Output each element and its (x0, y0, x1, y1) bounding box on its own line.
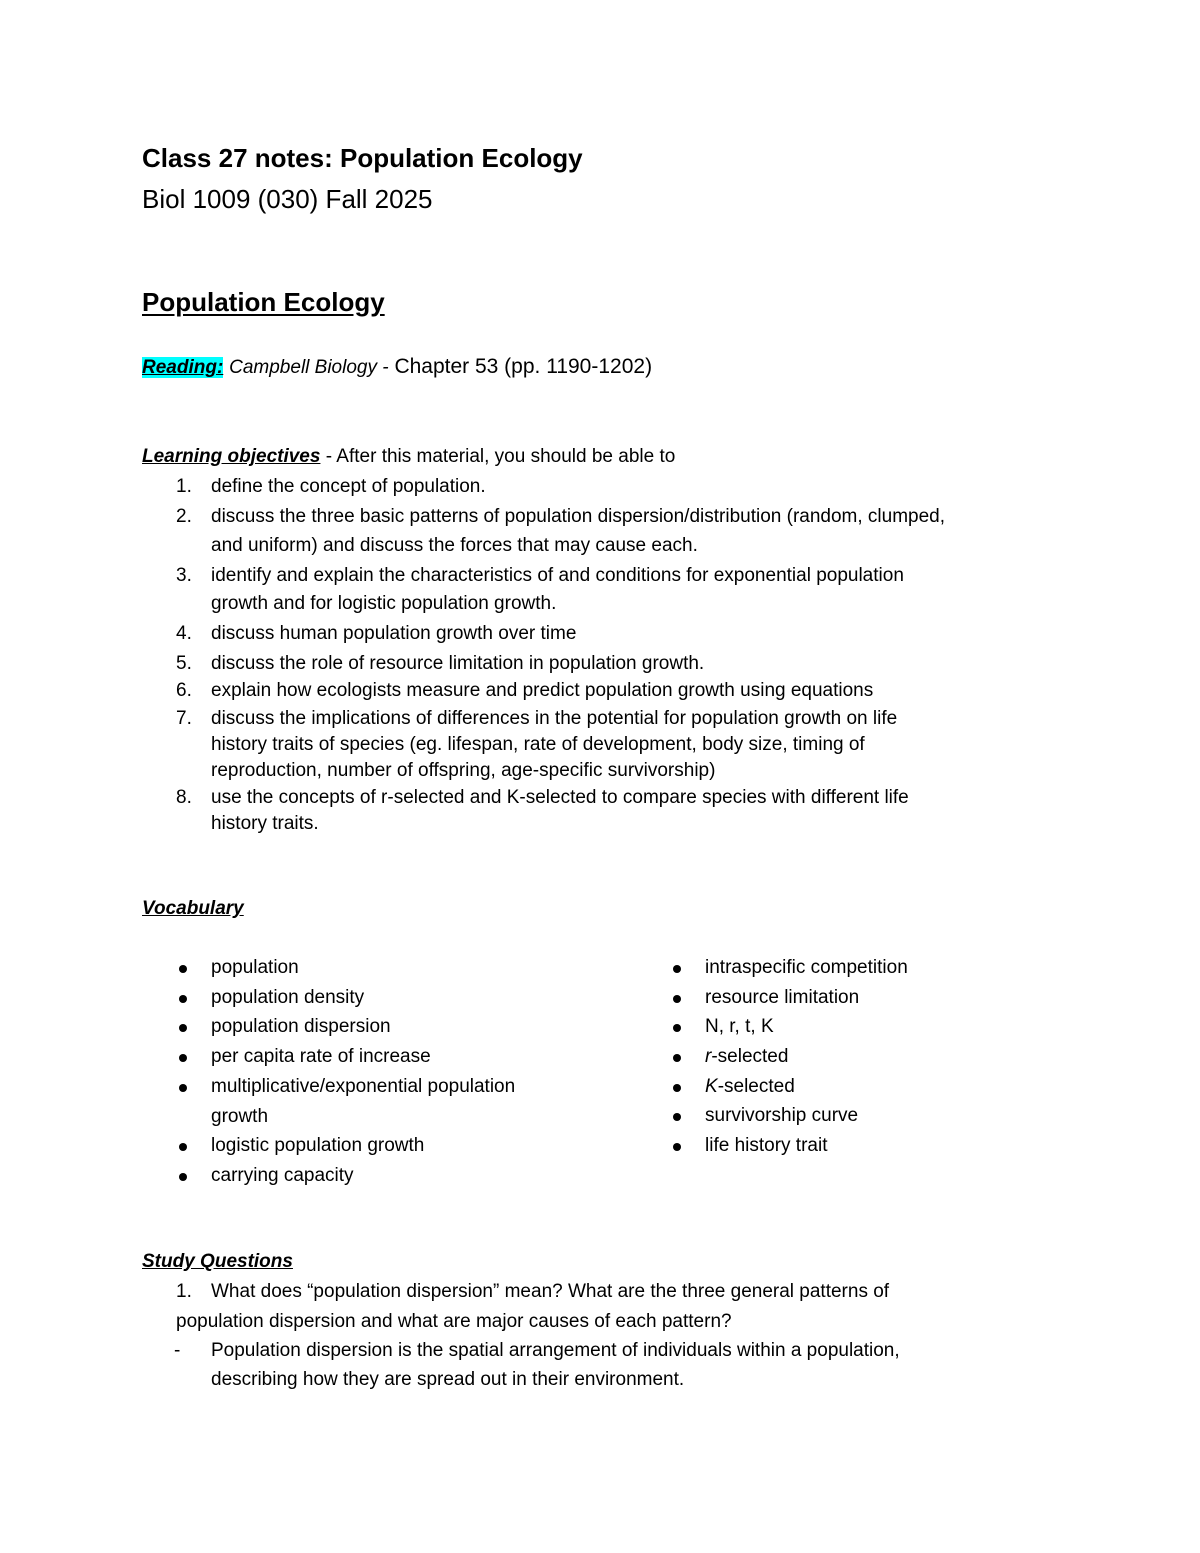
objective-text-line: define the concept of population. (211, 476, 486, 497)
answer-dash: - (174, 1340, 181, 1361)
objective-text-line: discuss the implications of differences in the potential for population growth on life (211, 708, 898, 729)
vocabulary-term (211, 1016, 391, 1046)
question-text-line: population dispersion and what are major causes of each pattern? (176, 1311, 732, 1332)
bullet-icon (179, 1084, 187, 1092)
vocabulary-term (211, 1165, 354, 1195)
objective-text (211, 708, 1061, 786)
objective-text-line: identify and explain the characteristics of and conditions for exponential population (211, 565, 904, 586)
vocabulary-term-text: survivorship curve (705, 1105, 859, 1126)
vocabulary-term-prefix: r (705, 1046, 712, 1067)
document-title: Class 27 notes: Population Ecology (142, 143, 583, 173)
reading-line (142, 355, 652, 379)
vocabulary-term (705, 987, 859, 1009)
objective-text (211, 653, 1061, 675)
objective-text-line: explain how ecologists measure and predict population growth using equations (211, 680, 874, 701)
vocabulary-term-text: intraspecific competition (705, 957, 908, 978)
bullet-icon (179, 965, 187, 973)
bullet-icon (179, 1173, 187, 1181)
objective-text (211, 506, 1061, 564)
vocabulary-term (705, 1076, 795, 1098)
vocabulary-term (705, 957, 908, 979)
objective-number: 4. (176, 623, 192, 644)
study-questions-heading: Study Questions (142, 1251, 293, 1272)
vocabulary-term-text: resource limitation (705, 987, 860, 1008)
bullet-icon (673, 995, 681, 1003)
objective-number: 2. (176, 506, 192, 527)
vocabulary-term (211, 1135, 424, 1165)
vocabulary-term (705, 1135, 827, 1157)
objective-text (211, 476, 1061, 498)
vocabulary-term (211, 987, 364, 1017)
objective-text-line: growth and for logistic population growth. (211, 593, 557, 614)
bullet-icon (179, 1143, 187, 1151)
vocabulary-term-text: life history trait (705, 1135, 828, 1156)
objective-text-line: reproduction, number of offspring, age-specific survivorship) (211, 760, 716, 781)
objective-number: 1. (176, 476, 192, 497)
bullet-icon (673, 1143, 681, 1151)
reading-chapter: Chapter 53 (pp. 1190-1202) (394, 355, 653, 378)
objective-text (211, 680, 1061, 702)
objective-text (211, 623, 1061, 645)
objective-text (211, 565, 1061, 621)
vocabulary-term-text: N, r, t, K (705, 1016, 774, 1037)
objective-text-line: history traits of species (eg. lifespan, rate of development, body size, timing of (211, 734, 865, 755)
objective-text-line: discuss the role of resource limitation in population growth. (211, 653, 705, 674)
objective-text-line: discuss human population growth over time (211, 623, 577, 644)
vocabulary-term (705, 1016, 774, 1038)
vocabulary-heading: Vocabulary (142, 898, 244, 919)
vocabulary-term-text: -selected (711, 1046, 789, 1067)
answer-text-line: describing how they are spread out in their environment. (211, 1369, 685, 1390)
vocabulary-term-line: per capita rate of increase (211, 1046, 431, 1067)
objective-number: 3. (176, 565, 192, 586)
vocabulary-term (211, 957, 299, 987)
bullet-icon (673, 1113, 681, 1121)
reading-label: Reading: (142, 357, 224, 378)
vocabulary-term-line: population density (211, 987, 365, 1008)
bullet-icon (179, 995, 187, 1003)
vocabulary-term (705, 1105, 858, 1127)
objective-number: 5. (176, 653, 192, 674)
objective-text-line: discuss the three basic patterns of population dispersion/distribution (random, clumped, (211, 506, 946, 527)
vocabulary-term (211, 1046, 431, 1076)
vocabulary-term-prefix: K (705, 1076, 718, 1097)
vocabulary-term-line: population (211, 957, 299, 978)
answer-text-line: Population dispersion is the spatial arrangement of individuals within a population, (211, 1340, 900, 1361)
bullet-icon (673, 1084, 681, 1092)
bullet-icon (673, 965, 681, 973)
question-text-line: What does “population dispersion” mean? What are the three general patterns of (211, 1281, 890, 1302)
course-subtitle: Biol 1009 (030) Fall 2025 (142, 184, 433, 214)
vocabulary-term-line: growth (211, 1106, 269, 1127)
vocabulary-term-line: logistic population growth (211, 1135, 425, 1156)
vocabulary-term (211, 1076, 515, 1136)
learning-objectives-intro-text: - After this material, you should be able to (320, 446, 676, 467)
reading-book: Campbell Biology - (229, 357, 389, 378)
bullet-icon (179, 1024, 187, 1032)
question-number: 1. (176, 1281, 192, 1302)
objective-text-line: use the concepts of r-selected and K-selected to compare species with different life (211, 787, 909, 808)
objective-number: 7. (176, 708, 192, 729)
vocabulary-term-line: population dispersion (211, 1016, 391, 1037)
vocabulary-term-line: carrying capacity (211, 1165, 354, 1186)
objective-number: 8. (176, 787, 192, 808)
vocabulary-term-line: multiplicative/exponential population (211, 1076, 516, 1097)
bullet-icon (673, 1054, 681, 1062)
bullet-icon (673, 1024, 681, 1032)
learning-objectives-intro (142, 446, 675, 468)
objective-text-line: history traits. (211, 813, 319, 834)
vocabulary-term-text: -selected (717, 1076, 795, 1097)
objective-number: 6. (176, 680, 192, 701)
bullet-icon (179, 1054, 187, 1062)
vocabulary-term (705, 1046, 788, 1068)
section-heading: Population Ecology (142, 287, 385, 317)
objective-text (211, 787, 1061, 839)
objective-text-line: and uniform) and discuss the forces that may cause each. (211, 535, 698, 556)
learning-objectives-heading: Learning objectives (142, 446, 321, 467)
